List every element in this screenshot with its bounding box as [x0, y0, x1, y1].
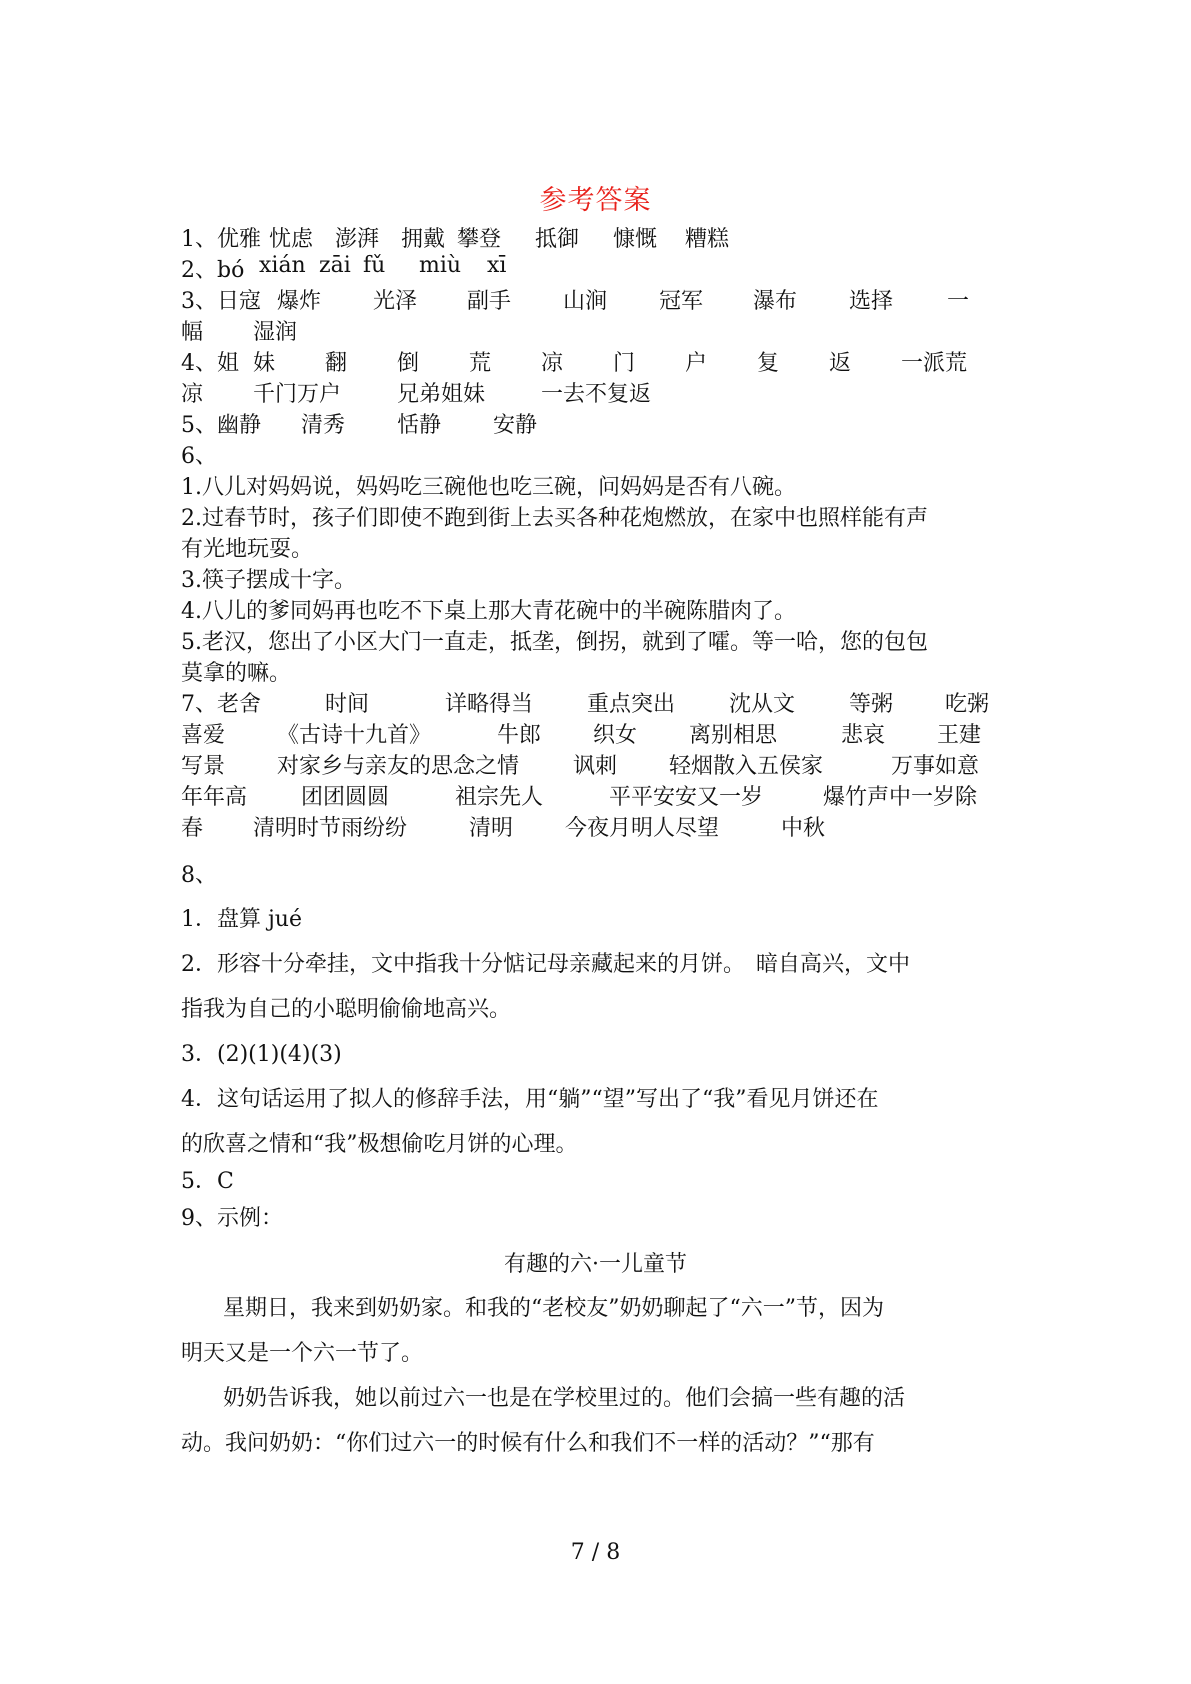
answer-1-word: 慷慨 [613, 227, 658, 252]
answer-7-word: 清明 [469, 816, 514, 841]
answer-2-pinyin: fǔ [363, 253, 386, 278]
answer-2-pinyin: 2、bó [181, 258, 245, 283]
answer-7-cont [181, 749, 991, 780]
answer-7-word: 时间 [325, 692, 370, 717]
answer-7-word: 重点突出 [587, 692, 676, 717]
answer-3-word: 选择 [849, 289, 894, 314]
answer-7-cont [181, 718, 997, 749]
answer-7-word: 离别相思 [689, 723, 778, 748]
answer-5-word: 清秀 [301, 413, 346, 438]
answer-7-word: 写景 [181, 754, 226, 779]
essay-paragraph: 星期日，我来到奶奶家。和我的“老校友”奶奶聊起了“六一”节，因为 [223, 1296, 884, 1321]
answer-3-word: 湿润 [253, 320, 298, 345]
answer-3-word: 瀑布 [753, 289, 798, 314]
answer-4-char: 返 [829, 351, 852, 376]
answer-1-word: 忧虑 [269, 227, 314, 252]
answer-7-word: 《古诗十九首》 [277, 723, 432, 748]
answer-6-item: 1.八儿对妈妈说，妈妈吃三碗他也吃三碗，问妈妈是否有八碗。 [181, 475, 796, 500]
answer-3-word: 冠军 [659, 289, 704, 314]
answer-5 [181, 408, 553, 439]
answer-8-item: 5．C [181, 1169, 234, 1194]
answer-2-pinyin: xī [487, 253, 507, 278]
answer-7-word: 讽刺 [573, 754, 618, 779]
answer-4-char: 门 [613, 351, 636, 376]
answer-7-word: 祖宗先人 [455, 785, 544, 810]
answer-4-char: 倒 [397, 351, 420, 376]
answer-1-word: 1、优雅 [181, 227, 261, 252]
answer-3-word: 光泽 [373, 289, 418, 314]
answer-4-cont [181, 377, 681, 408]
answer-7-word: 爆竹声中一岁除 [823, 785, 978, 810]
answer-3 [181, 284, 971, 315]
answer-1 [181, 222, 745, 253]
answer-5-word: 5、幽静 [181, 413, 261, 438]
answer-7-word: 轻烟散入五侯家 [669, 754, 824, 779]
answer-4 [181, 346, 971, 377]
answer-7-word: 详略得当 [445, 692, 534, 717]
essay-paragraph: 动。我问奶奶：“你们过六一的时候有什么和我们不一样的活动？”“那有 [181, 1431, 875, 1456]
answer-1-word: 抵御 [535, 227, 580, 252]
answer-4-char: 妹 [253, 351, 276, 376]
answer-4-char: 凉 [541, 351, 564, 376]
answer-3-word: 爆炸 [277, 289, 322, 314]
answer-7-word: 中秋 [781, 816, 826, 841]
answer-8-label: 8、 [181, 863, 217, 888]
answer-8-item: 指我为自己的小聪明偷偷地高兴。 [181, 997, 512, 1022]
answer-7-word: 万事如意 [891, 754, 980, 779]
answer-3-word: 幅 [181, 320, 204, 345]
answer-8-item: 2．形容十分牵挂，文中指我十分惦记母亲藏起来的月饼。 暗自高兴，文中 [181, 952, 910, 977]
essay-title: 有趣的六·一儿童节 [504, 1252, 687, 1277]
page-title: 参考答案 [539, 185, 652, 216]
answer-7-word: 今夜月明人尽望 [565, 816, 720, 841]
answer-1-word: 拥戴 [401, 227, 446, 252]
answer-7-cont [181, 811, 841, 842]
answer-7-word: 对家乡与亲友的思念之情 [277, 754, 520, 779]
answer-1-word: 澎湃 [335, 227, 380, 252]
answer-4-word: 兄弟姐妹 [397, 382, 486, 407]
answer-5-word: 恬静 [397, 413, 442, 438]
answer-7-word: 王建 [937, 723, 982, 748]
answer-7-word: 喜爱 [181, 723, 226, 748]
answer-4-char: 荒 [469, 351, 492, 376]
answer-6-item: 3.筷子摆成十字。 [181, 568, 356, 593]
answer-7-word: 沈从文 [729, 692, 796, 717]
answer-8-item: 1．盘算 jué [181, 907, 303, 932]
answer-2 [181, 253, 517, 284]
answer-5-word: 安静 [493, 413, 538, 438]
answer-4-word: 一去不复返 [541, 382, 652, 407]
answer-1-word: 攀登 [457, 227, 502, 252]
essay-paragraph: 奶奶告诉我，她以前过六一也是在学校里过的。他们会搞一些有趣的活 [223, 1386, 906, 1411]
answer-8-item: 的欣喜之情和“我”极想偷吃月饼的心理。 [181, 1132, 578, 1157]
essay-paragraph: 明天又是一个六一节了。 [181, 1341, 424, 1366]
answer-7-word: 牛郎 [497, 723, 542, 748]
answer-3-cont [181, 315, 313, 346]
answer-4-word: 凉 [181, 382, 204, 407]
answer-2-pinyin: zāi [319, 253, 351, 278]
answer-7-word: 7、老舍 [181, 692, 261, 717]
answer-7-word: 平平安安又一岁 [609, 785, 764, 810]
answer-4-char: 复 [757, 351, 780, 376]
answer-9-label: 9、示例： [181, 1206, 283, 1231]
answer-4-char: 户 [685, 351, 708, 376]
answer-6-item: 4.八儿的爹同妈再也吃不下桌上那大青花碗中的半碗陈腊肉了。 [181, 599, 796, 624]
answer-6-item: 莫拿的嘛。 [181, 661, 292, 686]
answer-7-word: 春 [181, 816, 204, 841]
answer-3-word: 山涧 [563, 289, 608, 314]
answer-7-word: 织女 [593, 723, 638, 748]
answer-7-word: 团团圆圆 [301, 785, 390, 810]
answer-7-word: 清明时节雨纷纷 [253, 816, 408, 841]
answer-8-item: 4．这句话运用了拟人的修辞手法，用“躺”“望”写出了“我”看见月饼还在 [181, 1087, 879, 1112]
answer-3-word: 一 [947, 289, 970, 314]
answer-6-label: 6、 [181, 444, 217, 469]
answer-7-word: 年年高 [181, 785, 248, 810]
answer-2-pinyin: xián [259, 253, 306, 278]
answer-2-pinyin: miù [419, 253, 462, 278]
answer-7-cont [181, 780, 993, 811]
answer-7-word: 吃粥 [945, 692, 990, 717]
answer-4-char: 翻 [325, 351, 348, 376]
page-number: 7 / 8 [570, 1540, 621, 1565]
answer-6-item: 2.过春节时，孩子们即使不跑到街上去买各种花炮燃放，在家中也照样能有声 [181, 506, 928, 531]
answer-4-char: 一派荒 [901, 351, 968, 376]
answer-8-item: 3．(2)(1)(4)(3) [181, 1042, 342, 1067]
answer-7 [181, 687, 1005, 718]
answer-1-word: 糟糕 [685, 227, 730, 252]
answer-3-word: 3、日寇 [181, 289, 261, 314]
answer-7-word: 悲哀 [841, 723, 886, 748]
answer-6-item: 有光地玩耍。 [181, 537, 314, 562]
answer-6-item: 5.老汉，您出了小区大门一直走，抵垄，倒拐，就到了嚯。等一哈，您的包包 [181, 630, 928, 655]
answer-3-word: 副手 [467, 289, 512, 314]
answer-4-char: 4、姐 [181, 351, 239, 376]
answer-7-word: 等粥 [849, 692, 894, 717]
answer-4-word: 千门万户 [253, 382, 342, 407]
